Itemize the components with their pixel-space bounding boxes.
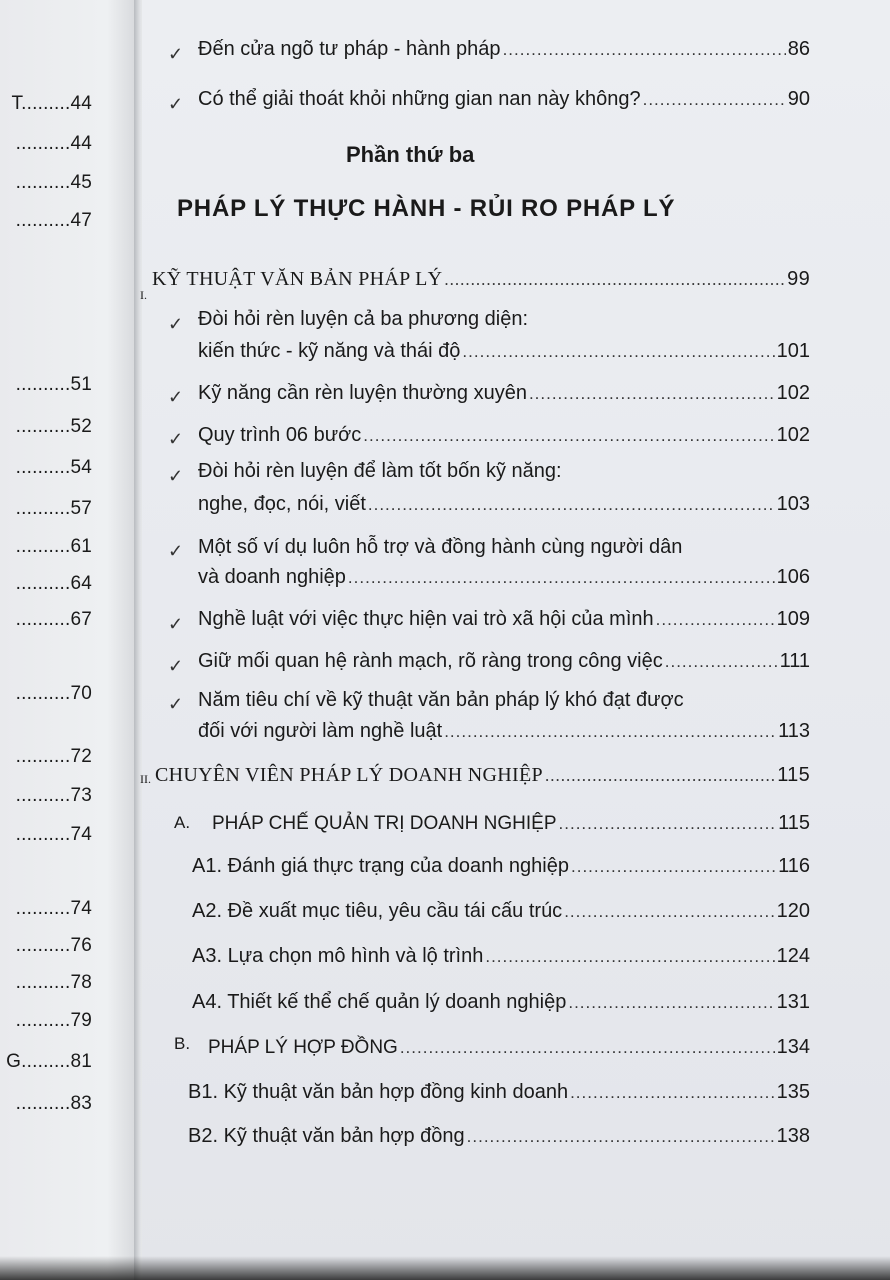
section-roman-numeral: I. bbox=[140, 288, 147, 302]
dot-leader bbox=[485, 947, 774, 967]
toc-item-title: Giữ mối quan hệ rành mạch, rõ ràng trong công việc bbox=[198, 650, 663, 672]
toc-entry-fragment: ..........72 bbox=[15, 746, 92, 767]
toc-item-page: 111 bbox=[779, 650, 810, 672]
toc-item bbox=[192, 855, 810, 878]
dot-leader bbox=[665, 652, 778, 672]
toc-item-title: A1. Đánh giá thực trạng của doanh nghiệp bbox=[192, 855, 569, 877]
subsection-title: PHÁP LÝ HỢP ĐỒNG bbox=[208, 1037, 398, 1058]
toc-item-title: Quy trình 06 bước bbox=[198, 424, 362, 446]
toc-item-page: 102 bbox=[776, 382, 810, 404]
toc-item bbox=[192, 991, 810, 1014]
toc-item bbox=[198, 424, 810, 447]
toc-item-title: Đến cửa ngõ tư pháp - hành pháp bbox=[198, 38, 501, 60]
check-icon: ✓ bbox=[168, 541, 184, 561]
toc-entry-fragment: ..........67 bbox=[15, 609, 92, 630]
toc-item-page: 113 bbox=[778, 720, 810, 742]
toc-section bbox=[155, 764, 810, 787]
toc-item-title: A3. Lựa chọn mô hình và lộ trình bbox=[192, 945, 484, 967]
toc-item bbox=[188, 1125, 810, 1148]
dot-leader bbox=[444, 722, 776, 742]
toc-entry-fragment: ..........74 bbox=[15, 824, 92, 845]
toc-item-title: A2. Đề xuất mục tiêu, yêu cầu tái cấu trúc bbox=[192, 900, 563, 922]
subsection-letter: A. bbox=[174, 813, 191, 832]
toc-item-title: A4. Thiết kế thể chế quản lý doanh nghiệp bbox=[192, 991, 567, 1013]
subsection-page: 134 bbox=[776, 1036, 810, 1058]
toc-item-page: 86 bbox=[787, 38, 810, 60]
toc-item-page: 138 bbox=[776, 1125, 810, 1147]
toc-item-page: 90 bbox=[787, 88, 810, 110]
toc-item-title: Kỹ năng cần rèn luyện thường xuyên bbox=[198, 382, 527, 404]
toc-item-page: 101 bbox=[776, 340, 810, 362]
toc-entry-fragment: ..........57 bbox=[15, 498, 92, 519]
part-label: Phần thứ ba bbox=[346, 142, 475, 167]
toc-item bbox=[198, 38, 810, 61]
section-page: 99 bbox=[787, 268, 810, 290]
toc-item-page: 131 bbox=[776, 991, 810, 1013]
toc-entry-fragment: ..........47 bbox=[15, 210, 92, 231]
toc-entry-fragment: ..........76 bbox=[15, 935, 92, 956]
toc-entry-fragment: ..........51 bbox=[15, 374, 92, 395]
check-icon: ✓ bbox=[168, 94, 184, 114]
toc-item-title-line1: Một số ví dụ luôn hỗ trợ và đồng hành cùng người dân bbox=[198, 536, 683, 558]
check-icon: ✓ bbox=[168, 387, 184, 407]
toc-item bbox=[198, 650, 810, 673]
subsection-letter: B. bbox=[174, 1034, 191, 1053]
dot-leader bbox=[368, 495, 775, 515]
toc-item bbox=[198, 88, 810, 111]
toc-entry-fragment: ..........54 bbox=[15, 457, 92, 478]
toc-entry-fragment: ..........45 bbox=[15, 172, 92, 193]
section-page: 115 bbox=[777, 764, 810, 786]
toc-item-page: 102 bbox=[776, 424, 810, 446]
toc-entry-fragment: ..........74 bbox=[15, 898, 92, 919]
dot-leader bbox=[462, 342, 774, 362]
toc-item bbox=[198, 340, 810, 363]
dot-leader bbox=[545, 766, 775, 786]
toc-item bbox=[198, 720, 810, 743]
dot-leader bbox=[643, 90, 786, 110]
check-icon: ✓ bbox=[168, 314, 184, 334]
toc-item-title-line2: kiến thức - kỹ năng và thái độ bbox=[198, 340, 461, 362]
toc-item-page: 116 bbox=[778, 855, 810, 877]
toc-item bbox=[192, 945, 810, 968]
subsection-page: 115 bbox=[778, 812, 810, 834]
toc-item-page: 120 bbox=[776, 900, 810, 922]
toc-item-title-line1: Đòi hỏi rèn luyện để làm tốt bốn kỹ năng: bbox=[198, 460, 562, 482]
dot-leader bbox=[568, 993, 774, 1013]
toc-item-title-line1: Năm tiêu chí về kỹ thuật văn bản pháp lý khó đạt được bbox=[198, 689, 684, 711]
toc-entry-fragment: ..........83 bbox=[15, 1093, 92, 1114]
toc-subsection bbox=[212, 812, 810, 835]
toc-item-title-line2: nghe, đọc, nói, viết bbox=[198, 493, 366, 515]
dot-leader bbox=[348, 568, 775, 588]
toc-item-page: 109 bbox=[776, 608, 810, 630]
toc-entry-fragment: ..........64 bbox=[15, 573, 92, 594]
toc-item-title: Có thể giải thoát khỏi những gian nan này không? bbox=[198, 88, 641, 110]
toc-item-title: B1. Kỹ thuật văn bản hợp đồng kinh doanh bbox=[188, 1081, 569, 1103]
dot-leader bbox=[570, 1083, 775, 1103]
toc-item-page: 103 bbox=[776, 493, 810, 515]
toc-entry-fragment: ..........70 bbox=[15, 683, 92, 704]
dot-leader bbox=[503, 40, 786, 60]
toc-entry-fragment: ..........61 bbox=[15, 536, 92, 557]
check-icon: ✓ bbox=[168, 656, 184, 676]
toc-entry-fragment: G.........81 bbox=[6, 1051, 92, 1072]
toc-section bbox=[152, 268, 810, 291]
toc-item bbox=[198, 608, 810, 631]
toc-item bbox=[188, 1081, 810, 1104]
toc-item-title-line2: và doanh nghiệp bbox=[198, 566, 346, 588]
toc-item bbox=[198, 382, 810, 405]
toc-entry-fragment: ..........79 bbox=[15, 1010, 92, 1031]
dot-leader bbox=[564, 902, 774, 922]
toc-item bbox=[198, 493, 810, 516]
section-title: CHUYÊN VIÊN PHÁP LÝ DOANH NGHIỆP bbox=[155, 764, 543, 786]
toc-item-title-line2: đối với người làm nghề luật bbox=[198, 720, 443, 742]
dot-leader bbox=[363, 426, 774, 446]
toc-entry-fragment: ..........44 bbox=[15, 133, 92, 154]
dot-leader bbox=[559, 814, 777, 834]
dot-leader bbox=[467, 1127, 775, 1147]
dot-leader bbox=[444, 270, 785, 290]
page-bottom-shadow bbox=[0, 1256, 890, 1280]
dot-leader bbox=[529, 384, 775, 404]
left-page bbox=[0, 0, 134, 1280]
section-roman-numeral: II. bbox=[140, 772, 151, 786]
toc-entry-fragment: T.........44 bbox=[11, 93, 92, 114]
subsection-title: PHÁP CHẾ QUẢN TRỊ DOANH NGHIỆP bbox=[212, 813, 557, 834]
toc-entry-fragment: ..........73 bbox=[15, 785, 92, 806]
toc-item-title: B2. Kỹ thuật văn bản hợp đồng bbox=[188, 1125, 465, 1147]
dot-leader bbox=[656, 610, 775, 630]
toc-entry-fragment: ..........52 bbox=[15, 416, 92, 437]
toc-item-page: 106 bbox=[776, 566, 810, 588]
check-icon: ✓ bbox=[168, 614, 184, 634]
toc-subsection bbox=[208, 1036, 810, 1059]
toc-item bbox=[192, 900, 810, 923]
check-icon: ✓ bbox=[168, 429, 184, 449]
check-icon: ✓ bbox=[168, 694, 184, 714]
toc-item-page: 135 bbox=[776, 1081, 810, 1103]
dot-leader bbox=[571, 857, 776, 877]
check-icon: ✓ bbox=[168, 466, 184, 486]
toc-entry-fragment: ..........78 bbox=[15, 972, 92, 993]
check-icon: ✓ bbox=[168, 44, 184, 64]
toc-item bbox=[198, 566, 810, 589]
toc-item-page: 124 bbox=[776, 945, 810, 967]
toc-item-title-line1: Đòi hỏi rèn luyện cả ba phương diện: bbox=[198, 308, 529, 330]
toc-item-title: Nghề luật với việc thực hiện vai trò xã hội của mình bbox=[198, 608, 654, 630]
dot-leader bbox=[400, 1038, 775, 1058]
part-title: PHÁP LÝ THỰC HÀNH - RỦI RO PHÁP LÝ bbox=[177, 195, 676, 222]
section-title: KỸ THUẬT VĂN BẢN PHÁP LÝ bbox=[152, 268, 443, 290]
